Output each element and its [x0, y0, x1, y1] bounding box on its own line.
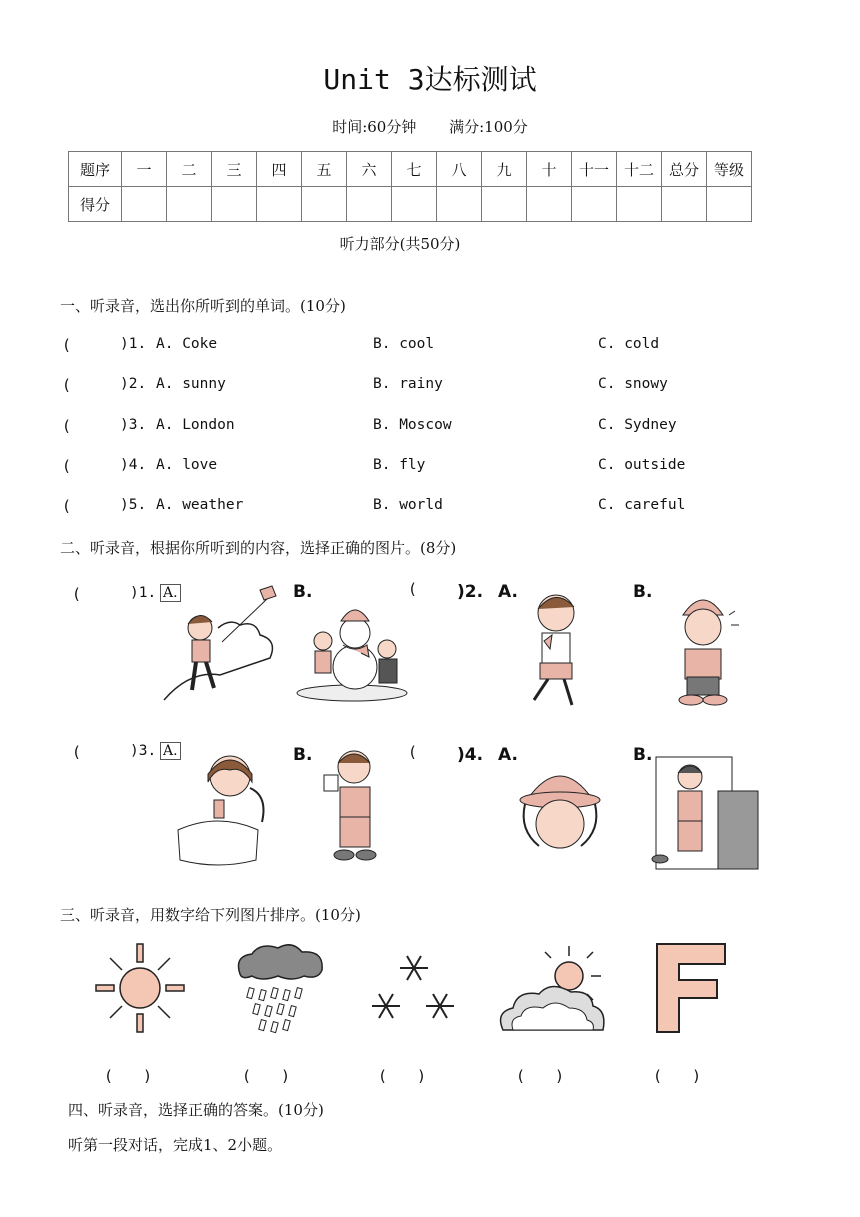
answer-open-paren[interactable]: (: [72, 743, 82, 761]
option-a[interactable]: A. sunny: [156, 376, 226, 392]
table-cell: 八: [437, 152, 482, 187]
table-cell: 题序: [69, 152, 122, 187]
exam-info: [0, 116, 860, 137]
page-title: Unit 3达标测试: [323, 63, 537, 96]
option-label-a[interactable]: A.: [498, 745, 518, 765]
option-label-b[interactable]: B.: [633, 582, 653, 602]
option-label-b[interactable]: B.: [633, 745, 653, 765]
rain-cloud-icon[interactable]: [232, 942, 328, 1040]
score-cell[interactable]: [122, 187, 167, 222]
order-answer-blank[interactable]: ( ): [242, 1067, 291, 1085]
score-table-header: [69, 152, 752, 187]
score-cell[interactable]: [572, 187, 617, 222]
table-cell: 七: [392, 152, 437, 187]
kid-going-outside-image[interactable]: [650, 755, 760, 870]
girl-drinking-at-table-image[interactable]: [172, 752, 272, 870]
option-label-b[interactable]: B.: [293, 582, 313, 602]
question-number: )2.: [120, 376, 147, 392]
table-cell: 十二: [617, 152, 662, 187]
table-cell: 一: [122, 152, 167, 187]
option-c[interactable]: C. snowy: [598, 376, 668, 392]
question-number: )1.: [130, 585, 157, 601]
score-cell[interactable]: [662, 187, 707, 222]
question-number: )4.: [457, 745, 484, 765]
section4-title: 四、听录音，选择正确的答案。(10分): [68, 1101, 324, 1119]
answer-open-paren[interactable]: (: [72, 585, 82, 603]
option-b[interactable]: B. Moscow: [373, 417, 452, 433]
boy-drinking-image[interactable]: [318, 745, 388, 870]
option-b[interactable]: B. rainy: [373, 376, 443, 392]
answer-open-paren[interactable]: (: [408, 580, 418, 598]
table-cell: 十一: [572, 152, 617, 187]
table-cell: 四: [257, 152, 302, 187]
answer-open-paren[interactable]: (: [62, 497, 72, 515]
sun-behind-cloud-icon[interactable]: [495, 942, 607, 1036]
table-cell: 六: [347, 152, 392, 187]
option-label-a[interactable]: A.: [160, 742, 181, 760]
score-table-row: [69, 187, 752, 222]
option-a[interactable]: A. Coke: [156, 336, 218, 352]
option-b[interactable]: B. fly: [373, 457, 426, 473]
question-number: )5.: [120, 497, 147, 513]
option-a[interactable]: A. London: [156, 417, 235, 433]
table-cell: 二: [167, 152, 212, 187]
order-answer-blank[interactable]: ( ): [516, 1067, 565, 1085]
sun-icon[interactable]: [92, 942, 188, 1034]
score-cell[interactable]: [167, 187, 212, 222]
score-cell[interactable]: [302, 187, 347, 222]
option-b[interactable]: B. cool: [373, 336, 435, 352]
table-cell: 得分: [69, 187, 122, 222]
answer-open-paren[interactable]: (: [408, 743, 418, 761]
kids-building-snowman-image[interactable]: [295, 595, 410, 705]
option-label-a[interactable]: A.: [498, 582, 518, 602]
score-cell[interactable]: [482, 187, 527, 222]
option-c[interactable]: C. careful: [598, 497, 686, 513]
table-cell: 九: [482, 152, 527, 187]
section3-title: 三、听录音，用数字给下列图片排序。(10分): [60, 906, 361, 924]
score-cell[interactable]: [617, 187, 662, 222]
option-label-a[interactable]: A.: [160, 584, 181, 602]
snowflakes-icon[interactable]: [366, 948, 462, 1028]
question-number: )1.: [120, 336, 147, 352]
option-b[interactable]: B. world: [373, 497, 443, 513]
option-a[interactable]: A. weather: [156, 497, 244, 513]
section2-title: 二、听录音，根据你所听到的内容，选择正确的图片。(8分): [60, 539, 457, 557]
question-number: )4.: [120, 457, 147, 473]
score-cell[interactable]: [437, 187, 482, 222]
answer-open-paren[interactable]: (: [62, 336, 72, 354]
score-cell[interactable]: [392, 187, 437, 222]
kid-flying-kite-image[interactable]: [160, 580, 280, 710]
table-cell: 总分: [662, 152, 707, 187]
score-cell[interactable]: [527, 187, 572, 222]
option-c[interactable]: C. cold: [598, 336, 660, 352]
kid-eating-ice-cream-image[interactable]: [520, 585, 590, 710]
score-cell[interactable]: [257, 187, 302, 222]
table-cell: 三: [212, 152, 257, 187]
time-limit: 时间:60分钟: [332, 118, 417, 136]
full-score: 满分:100分: [449, 118, 528, 136]
fahrenheit-icon[interactable]: [653, 942, 729, 1034]
option-c[interactable]: C. Sydney: [598, 417, 677, 433]
question-number: )2.: [457, 582, 484, 602]
listening-part-heading: 听力部分(共50分): [339, 235, 461, 253]
score-cell[interactable]: [707, 187, 752, 222]
option-label-b[interactable]: B.: [293, 745, 313, 765]
question-number: )3.: [120, 417, 147, 433]
order-answer-blank[interactable]: ( ): [653, 1067, 702, 1085]
answer-open-paren[interactable]: (: [62, 376, 72, 394]
score-cell[interactable]: [347, 187, 392, 222]
table-cell: 十: [527, 152, 572, 187]
order-answer-blank[interactable]: ( ): [378, 1067, 427, 1085]
answer-open-paren[interactable]: (: [62, 457, 72, 475]
section1-title: 一、听录音，选出你所听到的单词。(10分): [60, 297, 346, 315]
question-number: )3.: [130, 743, 157, 759]
section4-subtitle: 听第一段对话，完成1、2小题。: [68, 1136, 283, 1154]
order-answer-blank[interactable]: ( ): [104, 1067, 153, 1085]
score-table: [68, 151, 752, 222]
option-c[interactable]: C. outside: [598, 457, 686, 473]
table-cell: 等级: [707, 152, 752, 187]
score-cell[interactable]: [212, 187, 257, 222]
kid-shivering-cold-image[interactable]: [665, 585, 745, 710]
kid-with-hat-image[interactable]: [515, 760, 605, 860]
option-a[interactable]: A. love: [156, 457, 218, 473]
table-cell: 五: [302, 152, 347, 187]
answer-open-paren[interactable]: (: [62, 417, 72, 435]
